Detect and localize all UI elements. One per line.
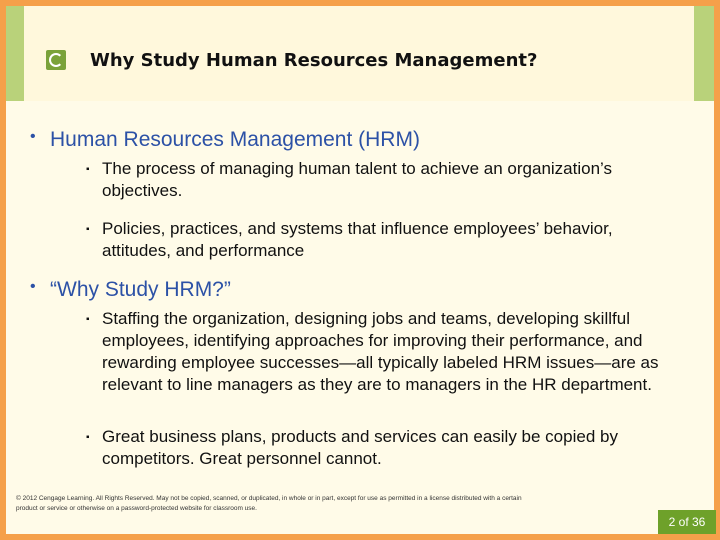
bullet-2-text: “Why Study HRM?” — [50, 278, 231, 301]
slide — [6, 6, 714, 534]
sub-bullet — [86, 426, 692, 470]
page-number: 2 of 36 — [658, 510, 716, 534]
bullet-2 — [30, 278, 231, 302]
slide-content — [6, 6, 714, 486]
sub-bullet-marker: ▪ — [86, 164, 90, 175]
bullet-1-text: Human Resources Management (HRM) — [50, 128, 420, 151]
sub-bullet — [86, 158, 672, 202]
sub-bullet-text: Staffing the organization, designing jobs and teams, developing skillful employees, identifying approaches for improving their performance, and rewarding employee successes—all typically labeled HRM issues—are as relevant to line managers as they are to managers in the HR department. — [102, 309, 659, 394]
bullet-dot: • — [30, 128, 36, 145]
sub-bullet-text: Policies, practices, and systems that influence employees’ behavior, attitudes, and performance — [102, 219, 613, 260]
sub-bullet-marker: ▪ — [86, 432, 90, 443]
bullet-1 — [30, 128, 420, 152]
sub-bullet — [86, 218, 672, 262]
sub-bullet-marker: ▪ — [86, 314, 90, 325]
slide-title: Why Study Human Resources Management? — [90, 50, 538, 71]
sub-bullet — [86, 308, 680, 396]
sub-bullet-text: Great business plans, products and services can easily be copied by competitors. Great personnel cannot. — [102, 427, 618, 468]
bullet-dot: • — [30, 278, 36, 295]
sub-bullet-text: The process of managing human talent to achieve an organization’s objectives. — [102, 159, 613, 200]
sub-bullet-marker: ▪ — [86, 224, 90, 235]
copyright-footer: © 2012 Cengage Learning. All Rights Reserved. May not be copied, scanned, or duplicated, in whole or in part, except for use as permitted in a license distributed with a certain product or service or otherwise on a password-protected website for classroom use. — [16, 495, 522, 512]
